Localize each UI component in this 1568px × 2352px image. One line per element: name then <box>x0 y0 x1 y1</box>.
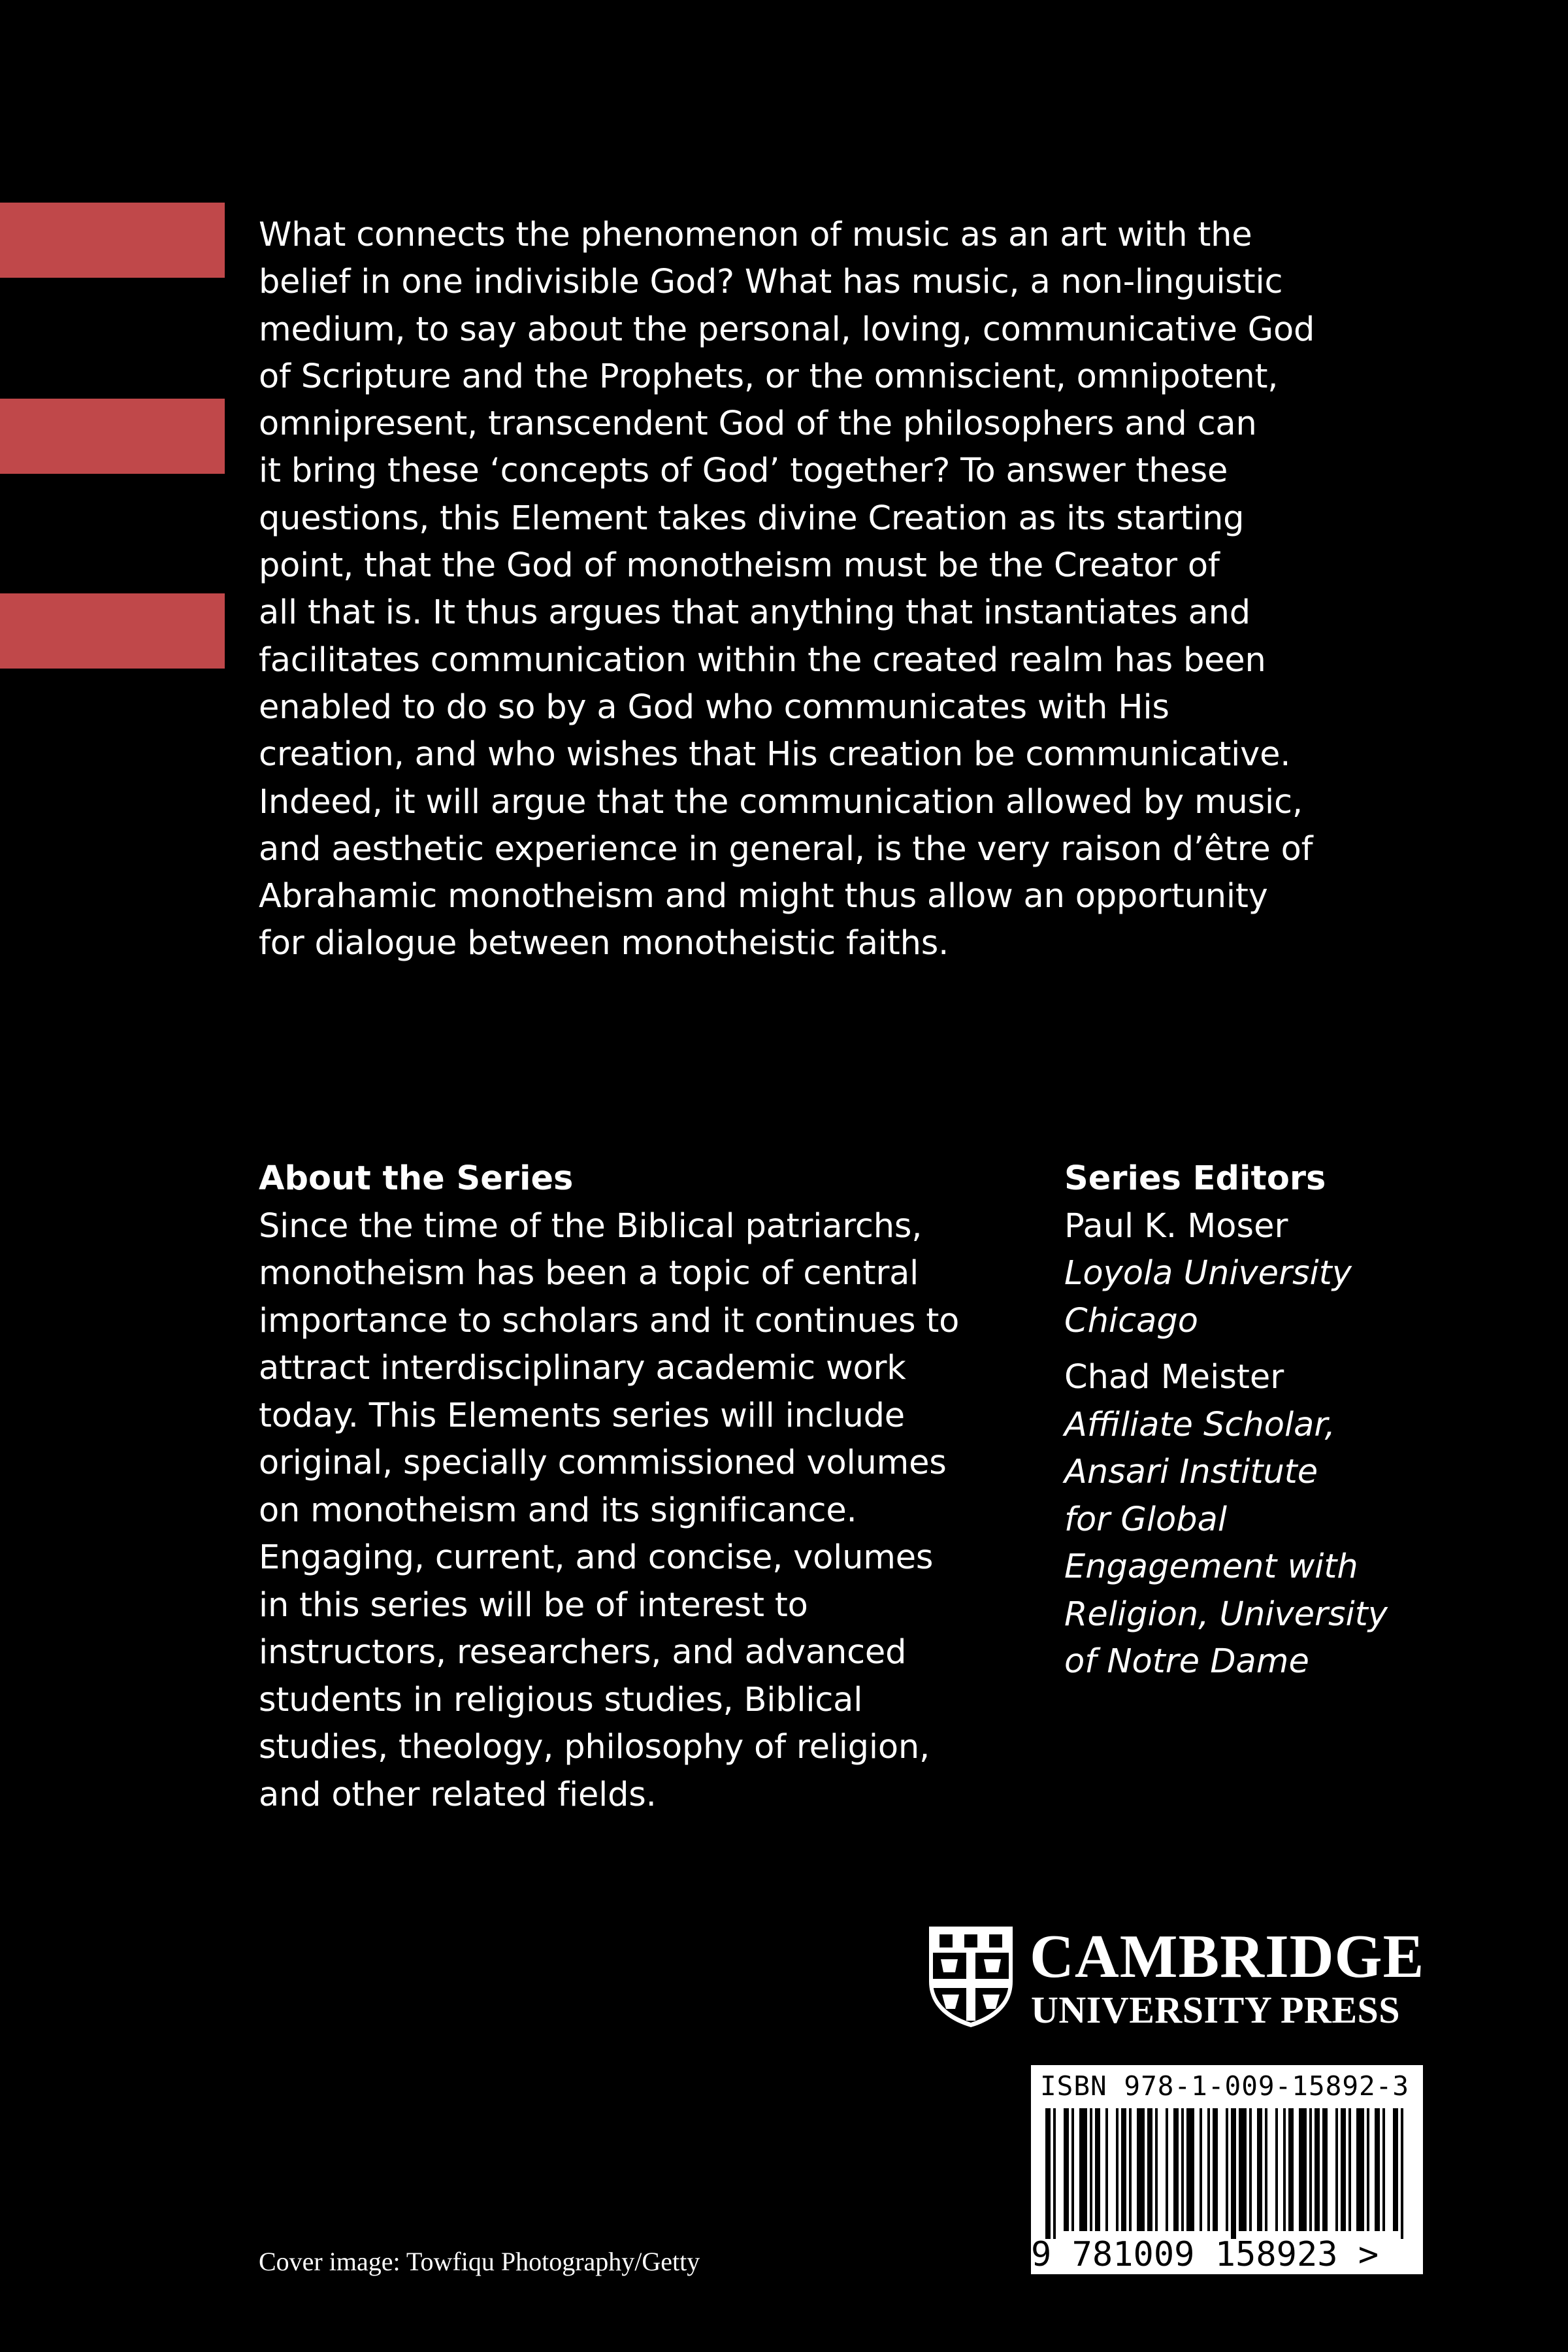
editor-name: Paul K. Moser <box>1064 1206 1288 1246</box>
about-series-section <box>259 1155 1043 1819</box>
barcode-bar <box>1137 2108 1145 2231</box>
about-series-line: monotheism has been a topic of central <box>259 1254 919 1293</box>
red-accent-bar-top <box>0 203 225 278</box>
about-series-line: Engaging, current, and concise, volumes <box>259 1538 934 1577</box>
description-line: omnipresent, transcendent God of the philosophers and can <box>259 405 1257 444</box>
about-series-line: instructors, researchers, and advanced <box>259 1633 907 1672</box>
barcode-bar <box>1249 2108 1252 2231</box>
barcode-bar <box>1335 2108 1338 2231</box>
barcode-bar <box>1283 2108 1286 2231</box>
barcode-bar <box>1375 2108 1380 2231</box>
barcode-bar <box>1121 2108 1126 2231</box>
barcode-bar <box>1173 2108 1179 2231</box>
barcode-bar <box>1356 2108 1364 2231</box>
barcode-bar <box>1309 2108 1312 2231</box>
barcode-bar <box>1105 2108 1108 2231</box>
about-series-line: studies, theology, philosophy of religion, <box>259 1728 930 1766</box>
book-description <box>259 212 1461 968</box>
barcode-bar <box>1288 2108 1294 2231</box>
barcode-bars <box>1045 2108 1409 2239</box>
about-series-line: Since the time of the Biblical patriarchs, <box>259 1206 923 1246</box>
publisher-logo <box>926 1924 1436 2031</box>
editor-affiliation-line: Affiliate Scholar, <box>1064 1405 1335 1444</box>
description-line: creation, and who wishes that His creation be communicative. <box>259 735 1291 774</box>
red-accent-bar-middle <box>0 399 225 474</box>
about-series-line: importance to scholars and it continues to <box>259 1301 960 1340</box>
editor-affiliation-line: Chicago <box>1064 1301 1198 1340</box>
description-line: enabled to do so by a God who communicates with His <box>259 687 1169 727</box>
description-line: Indeed, it will argue that the communication allowed by music, <box>259 782 1303 821</box>
editor-affiliation-line: Religion, University <box>1064 1595 1388 1634</box>
description-line: for dialogue between monotheistic faiths. <box>259 924 949 963</box>
editor-name: Chad Meister <box>1064 1358 1284 1397</box>
barcode-bar <box>1257 2108 1262 2231</box>
barcode-bar <box>1053 2108 1056 2239</box>
isbn-barcode <box>1031 2065 1423 2274</box>
description-line: and aesthetic experience in general, is the very raison d’être of <box>259 829 1313 869</box>
barcode-bar <box>1275 2108 1278 2231</box>
about-series-line: in this series will be of interest to <box>259 1585 808 1625</box>
description-line: medium, to say about the personal, loving, communicative God <box>259 310 1315 349</box>
red-accent-bar-bottom <box>0 593 225 669</box>
barcode-bar <box>1129 2108 1132 2231</box>
barcode-bar <box>1095 2108 1100 2231</box>
barcode-bar <box>1265 2108 1267 2231</box>
cambridge-shield-icon <box>926 1924 1015 2029</box>
about-series-body <box>259 1203 1043 1819</box>
description-line: questions, this Element takes divine Creation as its starting <box>259 499 1245 538</box>
barcode-bar <box>1393 2108 1398 2231</box>
barcode-bar <box>1213 2108 1218 2231</box>
description-line: it bring these ‘concepts of God’ together? To answer these <box>259 452 1228 491</box>
description-line: all that is. It thus argues that anything that instantiates and <box>259 593 1250 633</box>
editor-affiliation-line: Loyola University <box>1064 1254 1352 1293</box>
barcode-bar <box>1341 2108 1346 2231</box>
barcode-bar <box>1401 2108 1403 2239</box>
description-line: belief in one indivisible God? What has music, a non-linguistic <box>259 263 1283 302</box>
barcode-bar <box>1231 2108 1236 2239</box>
about-series-heading: About the Series <box>259 1159 574 1198</box>
about-series-line: on monotheism and its significance. <box>259 1491 857 1530</box>
description-line: What connects the phenomenon of music as an art with the <box>259 216 1252 254</box>
barcode-bar <box>1079 2108 1087 2231</box>
series-editors-heading: Series Editors <box>1064 1159 1326 1198</box>
publisher-subname: UNIVERSITY PRESS <box>1031 1989 1401 2031</box>
about-series-line: and other related fields. <box>259 1775 657 1814</box>
barcode-bar <box>1382 2108 1385 2231</box>
barcode-bar <box>1367 2108 1369 2231</box>
barcode-bar <box>1064 2108 1069 2231</box>
publisher-name: CAMBRIDGE <box>1030 1923 1425 1991</box>
barcode-bar <box>1207 2108 1210 2231</box>
editor-entry <box>1064 1354 1522 1686</box>
barcode-bar <box>1299 2108 1307 2231</box>
barcode-bar <box>1116 2108 1119 2231</box>
barcode-bar <box>1166 2108 1168 2231</box>
barcode-bar <box>1226 2108 1228 2231</box>
barcode-bar <box>1322 2108 1328 2231</box>
barcode-bar <box>1045 2108 1051 2239</box>
barcode-bar <box>1090 2108 1092 2231</box>
about-series-line: students in religious studies, Biblical <box>259 1680 863 1719</box>
about-series-line: today. This Elements series will include <box>259 1396 905 1435</box>
barcode-bar <box>1181 2108 1184 2231</box>
editor-entry <box>1064 1203 1522 1346</box>
barcode-bar <box>1186 2108 1194 2231</box>
isbn-label: ISBN 978-1-009-15892-3 <box>1040 2070 1410 2102</box>
cover-image-credit: Cover image: Towfiqu Photography/Getty <box>259 2247 700 2276</box>
description-line: facilitates communication within the created realm has been <box>259 640 1266 680</box>
description-line: point, that the God of monotheism must be the Creator of <box>259 546 1220 586</box>
barcode-bar <box>1348 2108 1351 2231</box>
about-series-line: original, specially commissioned volumes <box>259 1444 947 1482</box>
editor-affiliation-line: for Global <box>1064 1500 1228 1539</box>
barcode-bar <box>1200 2108 1202 2231</box>
barcode-bar <box>1315 2108 1320 2231</box>
description-line: of Scripture and the Prophets, or the omniscient, omnipotent, <box>259 357 1279 396</box>
barcode-bar <box>1071 2108 1074 2231</box>
editor-affiliation-line: Engagement with <box>1064 1548 1358 1586</box>
editor-affiliation-line: Ansari Institute <box>1064 1453 1318 1491</box>
editor-affiliation-line: of Notre Dame <box>1064 1642 1309 1681</box>
about-series-line: attract interdisciplinary academic work <box>259 1349 906 1387</box>
barcode-bar <box>1239 2108 1247 2231</box>
barcode-bar <box>1155 2108 1158 2231</box>
barcode-digits: 9 781009 158923 > <box>1031 2235 1379 2274</box>
series-editors-section <box>1064 1155 1522 1686</box>
barcode-bar <box>1147 2108 1152 2231</box>
description-line: Abrahamic monotheism and might thus allow an opportunity <box>259 877 1268 916</box>
